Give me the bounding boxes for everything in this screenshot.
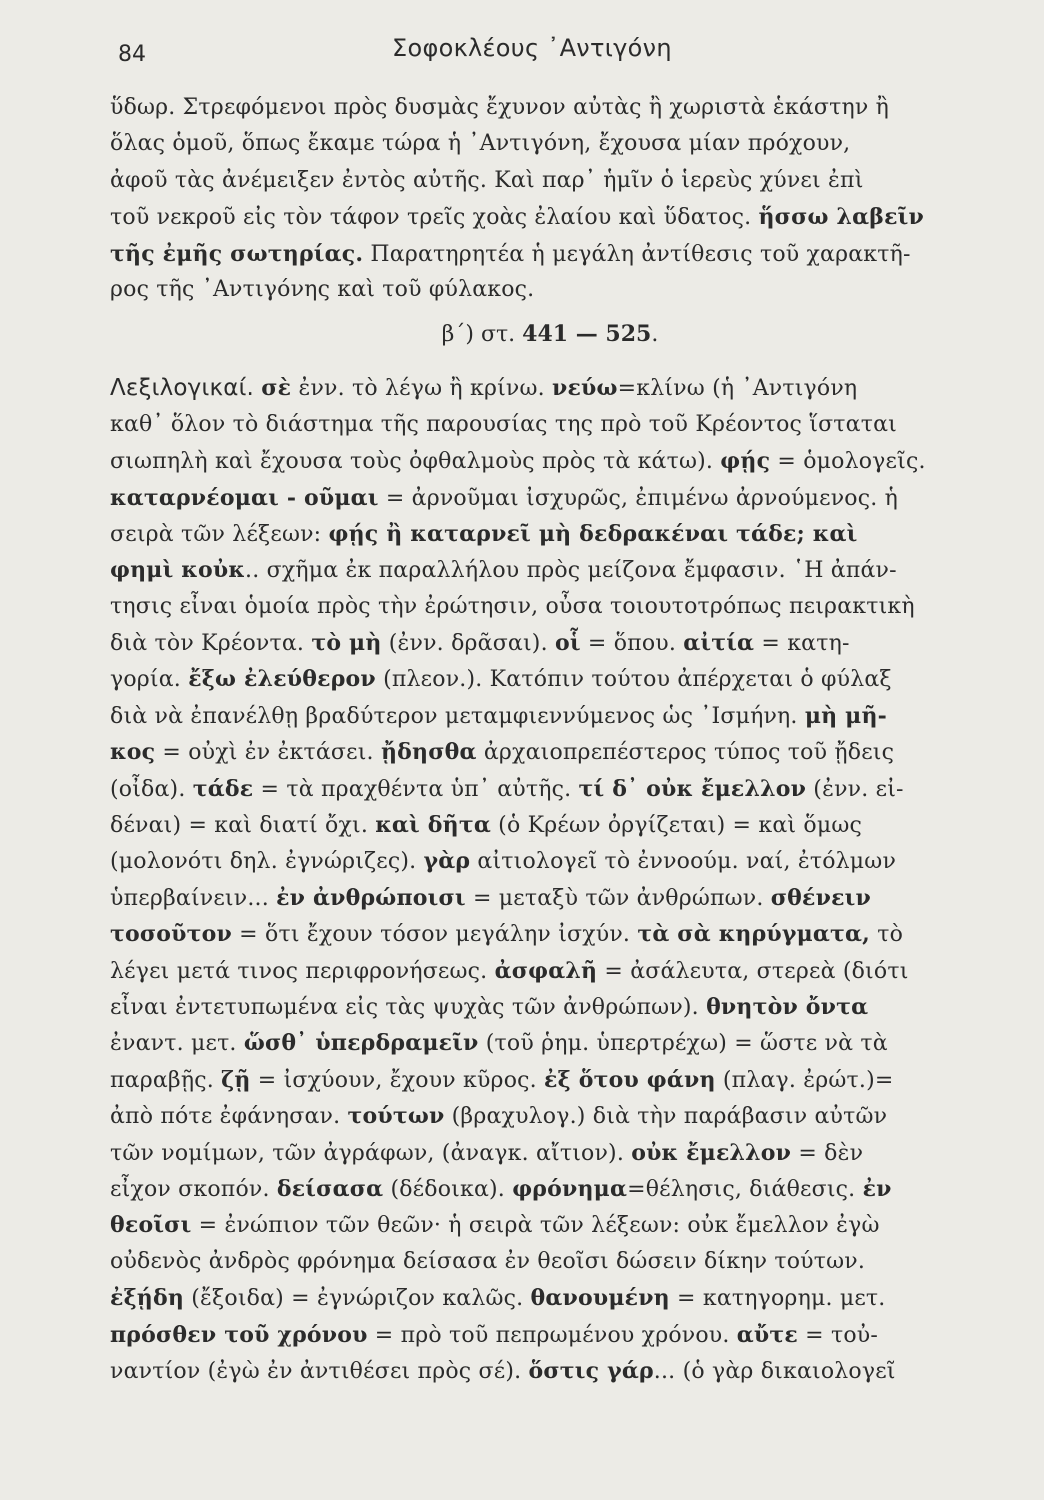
gloss-text: εἶχον σκοπόν. [110,1176,277,1202]
commentary-text [110,90,990,1389]
gloss-text: γορία. [110,667,189,693]
text-line [110,163,990,199]
lemma-term: φρόνημα [512,1175,628,1202]
text-line [110,552,990,588]
gloss-text: (οἶδα). [110,776,193,802]
text-line [110,443,990,479]
text-line [110,953,990,989]
gloss-text: λέγει μετά τινος περιφρονήσεως. [110,958,495,984]
gloss-text: τῶν νομίμων, τῶν ἀγράφων, (ἀναγκ. αἴτιον). [110,1140,632,1166]
lemma-term: φῄς [720,448,771,475]
gloss-text: = ὅτι ἔχουν τόσον μεγάλην ἰσχύν. [231,922,638,948]
text-line [110,734,990,770]
text-line [110,1135,990,1171]
lemma-term: οἷ [554,630,581,657]
gloss-text: =κλίνω (ἡ ᾿Αντιγόνη [617,376,858,402]
lemma-term: τὰ σὰ κηρύγματα, [637,921,871,948]
lemma-term: πρόσθεν τοῦ χρόνου [110,1321,368,1348]
text-line [110,843,990,879]
gloss-text: ἀφοῦ τὰς ἀνέμειξεν ἐντὸς αὐτῆς. Καὶ παρ᾿ ἡμῖν ὁ ἱερεὺς χύνει ἐπὶ [110,167,864,193]
gloss-text: ἐνν. τὸ λέγω ἢ κρίνω. [291,376,553,402]
gloss-text: = ἰσχύουν, ἔχουν κῦρος. [250,1067,545,1093]
lemma-term: ὥσθ᾿ ὑπερδραμεῖν [243,1030,479,1057]
text-line [110,236,990,272]
gloss-text: (πλαγ. ἐρώτ.)= [715,1067,894,1093]
lemma-term: νεύω [552,375,618,402]
spacer [110,360,990,370]
lemma-term: μὴ μῆ- [804,702,888,729]
text-line [110,1244,990,1280]
text-line [110,1171,990,1207]
gloss-text: = ὁμολογεῖς. [770,449,926,475]
lemma-term: ζῇ [221,1066,251,1093]
lemma-term: ἐξ ὅτου φάνη [544,1066,716,1093]
gloss-text: = ἐνώπιον τῶν θεῶν· ἡ σειρὰ τῶν λέξεων: οὐκ ἔμελλον ἐγὼ [191,1213,880,1239]
gloss-text: ἀπὸ πότε ἐφάνησαν. [110,1104,348,1130]
gloss-text: σιωπηλὴ καὶ ἔχουσα τοὺς ὀφθαλμοὺς πρὸς τὰ κάτω). [110,449,721,475]
lemma-term: ᾔδησθα [380,739,477,766]
gloss-text: = ἀσάλευτα, στερεὰ (διότι [597,958,909,984]
gloss-text: δέναι) = καὶ διατί ὄχι. [110,813,376,839]
gloss-text: ὑπερβαίνειν... [110,885,277,911]
text-line [110,1098,990,1134]
text-line [110,698,990,734]
lemma-term: θανουμένη [530,1285,670,1312]
lemma-term: τάδε [192,775,254,802]
gloss-text: (δέδοικα). [383,1176,513,1202]
text-line [110,407,990,443]
lemma-term: σθένειν [770,884,871,911]
lemma-term: αἰτία [683,630,755,657]
text-line [110,272,990,308]
lemma-term: οὐκ ἔμελλον [631,1139,792,1166]
text-line [110,516,990,552]
lemma-term: σὲ [261,375,292,402]
lemma-term: ὅστις γάρ [528,1357,654,1384]
text-line [110,807,990,843]
lemma-term: ἀσφαλῆ [494,957,598,984]
section-heading [110,308,990,360]
gloss-text: (τοῦ ῥημ. ὑπερτρέχω) = ὥστε νὰ τὰ [478,1031,888,1057]
lemma-term: φῄς ἢ καταρνεῖ μὴ δεδρακέναι τάδε; καὶ [328,520,858,547]
text-line [110,661,990,697]
text-line [110,199,990,235]
text-line [110,625,990,661]
gloss-text: (μολονότι δηλ. ἐγνώριζες). [110,849,424,875]
lemma-term: τὸ μὴ [311,630,382,657]
running-title: Σοφοκλέους ᾿Αντιγόνη [392,34,672,62]
text-line [110,126,990,162]
page-header [0,30,1044,70]
text-line [110,480,990,516]
text-line [110,989,990,1025]
gloss-text: εἶναι ἐντετυπωμένα εἰς τὰς ψυχὰς τῶν ἀνθρώπων). [110,994,707,1020]
gloss-text: = τὰ πραχθέντα ὑπ᾿ αὐτῆς. [253,776,579,802]
gloss-text: = μεταξὺ τῶν ἀνθρώπων. [465,885,771,911]
section-range: 441 — 525 [522,321,652,348]
text-line [110,1207,990,1243]
lemma-term: τοσοῦτον [110,921,232,948]
gloss-text: = τοὐ- [797,1322,878,1348]
gloss-text: = ἀρνοῦμαι ἰσχυρῶς, ἐπιμένω ἀρνούμενος. ἡ [378,485,899,511]
text-line [110,90,990,126]
gloss-text: ἐναντ. μετ. [110,1031,244,1057]
gloss-text: = κατηγορημ. μετ. [669,1286,886,1312]
text-line [110,1025,990,1061]
gloss-text: Παρατηρητέα ἡ μεγάλη ἀντίθεσις τοῦ χαρακτῆ- [363,241,911,267]
gloss-text: ... (ὁ γὰρ δικαιολογεῖ [653,1358,896,1384]
gloss-text: διὰ τὸν Κρέοντα. [110,631,312,657]
gloss-text: = κατη- [754,631,850,657]
lemma-term: τῆς ἐμῆς σωτηρίας. [110,240,364,267]
lemma-term: ἥσσω λαβεῖν [758,204,924,231]
lemma-term: ἔξω ἐλεύθερον [188,666,376,693]
text-line [110,1317,990,1353]
lemma-term: τούτων [347,1103,445,1130]
gloss-text: = πρὸ τοῦ πεπρωμένου χρόνου. [367,1322,737,1348]
text-line [110,370,990,406]
gloss-text: (ἔξοιδα) = ἐγνώριζον καλῶς. [184,1286,531,1312]
gloss-text: ὅλας ὁμοῦ, ὅπως ἔκαμε τώρα ἡ ᾿Αντιγόνη, ἔχουσα μίαν πρόχουν, [110,131,851,157]
text-line [110,1062,990,1098]
gloss-text: (ἐνν. εἰ- [806,776,904,802]
gloss-text: .. σχῆμα ἐκ παραλλήλου πρὸς μείζονα ἔμφασιν. ῾Η ἀπάν- [245,558,897,584]
gloss-text: (ἐνν. δρᾶσαι). [381,631,555,657]
gloss-text: ἀρχαιοπρεπέστερος τύπος τοῦ ᾔδεις [476,740,895,766]
gloss-text: (βραχυλογ.) διὰ τὴν παράβασιν αὐτῶν [444,1104,888,1130]
lemma-term: καὶ δῆτα [375,812,491,839]
gloss-text: ὕδωρ. Στρεφόμενοι πρὸς δυσμὰς ἔχυνον αὐτὰς ἢ χωριστὰ ἑκάστην ἢ [110,95,890,120]
text-line [110,771,990,807]
text-line [110,880,990,916]
gloss-text: = ὅπου. [580,631,684,657]
lemma-term: ἐν [862,1175,892,1202]
gloss-text: αἰτιολογεῖ τὸ ἐννοούμ. ναί, ἐτόλμων [470,849,897,875]
section-suffix: . [651,322,659,348]
gloss-text: = οὐχὶ ἐν ἐκτάσει. [155,740,381,766]
lemma-term: θεοῖσι [110,1212,192,1239]
gloss-text: διὰ νὰ ἐπανέλθῃ βραδύτερον μεταμφιεννύμενος ὡς ᾿Ισμήνη. [110,703,805,729]
section-prefix: β΄) στ. [441,322,523,348]
text-line [110,916,990,952]
gloss-text: τὸ [870,922,904,948]
gloss-text: ρος τῆς ᾿Αντιγόνης καὶ τοῦ φύλακος. [110,276,535,302]
gloss-text: καθ᾿ ὅλον τὸ διάστημα τῆς παρουσίας της πρὸ τοῦ Κρέοντος ἵσταται [110,411,897,437]
gloss-text: παραβῇς. [110,1067,222,1093]
gloss-text: οὐδενὸς ἀνδρὸς φρόνημα δείσασα ἐν θεοῖσι δώσειν δίκην τούτων. [110,1248,866,1274]
text-line [110,1280,990,1316]
gloss-text: (ὁ Κρέων ὀργίζεται) = καὶ ὅμως [490,813,863,839]
lemma-term: φημὶ κοὐκ [110,557,246,584]
gloss-text: ναντίον (ἐγὼ ἐν ἀντιθέσει πρὸς σέ). [110,1358,529,1384]
lemma-term: κος [110,739,156,766]
gloss-text: =θέλησις, διάθεσις. [627,1176,863,1202]
lemma-term: τί δ᾿ οὐκ ἔμελλον [578,775,807,802]
gloss-text: τησις εἶναι ὁμοία πρὸς τὴν ἐρώτησιν, οὖσα τοιουτοτρόπως πειρακτικὴ [110,593,915,619]
text-line [110,1353,990,1389]
page-number: 84 [118,42,146,67]
lemma-term: θνητὸν ὄντα [706,993,869,1020]
text-line [110,589,990,625]
lexical-notes-label: Λεξιλογικαί. [110,375,255,402]
lemma-term: ἐν ἀνθρώποισι [276,884,466,911]
lemma-term: αὔτε [736,1321,798,1348]
lemma-term: δείσασα [276,1175,384,1202]
lemma-term: γὰρ [423,848,471,875]
lemma-term: ἐξῄδη [110,1285,185,1312]
lemma-term: καταρνέομαι - οῦμαι [110,484,379,511]
gloss-text: = δὲν [791,1140,864,1166]
gloss-text: σειρὰ τῶν λέξεων: [110,521,329,547]
gloss-text: τοῦ νεκροῦ εἰς τὸν τάφον τρεῖς χοὰς ἐλαίου καὶ ὕδατος. [110,205,759,231]
gloss-text: (πλεον.). Κατόπιν τούτου ἀπέρχεται ὁ φύλαξ [375,667,892,693]
